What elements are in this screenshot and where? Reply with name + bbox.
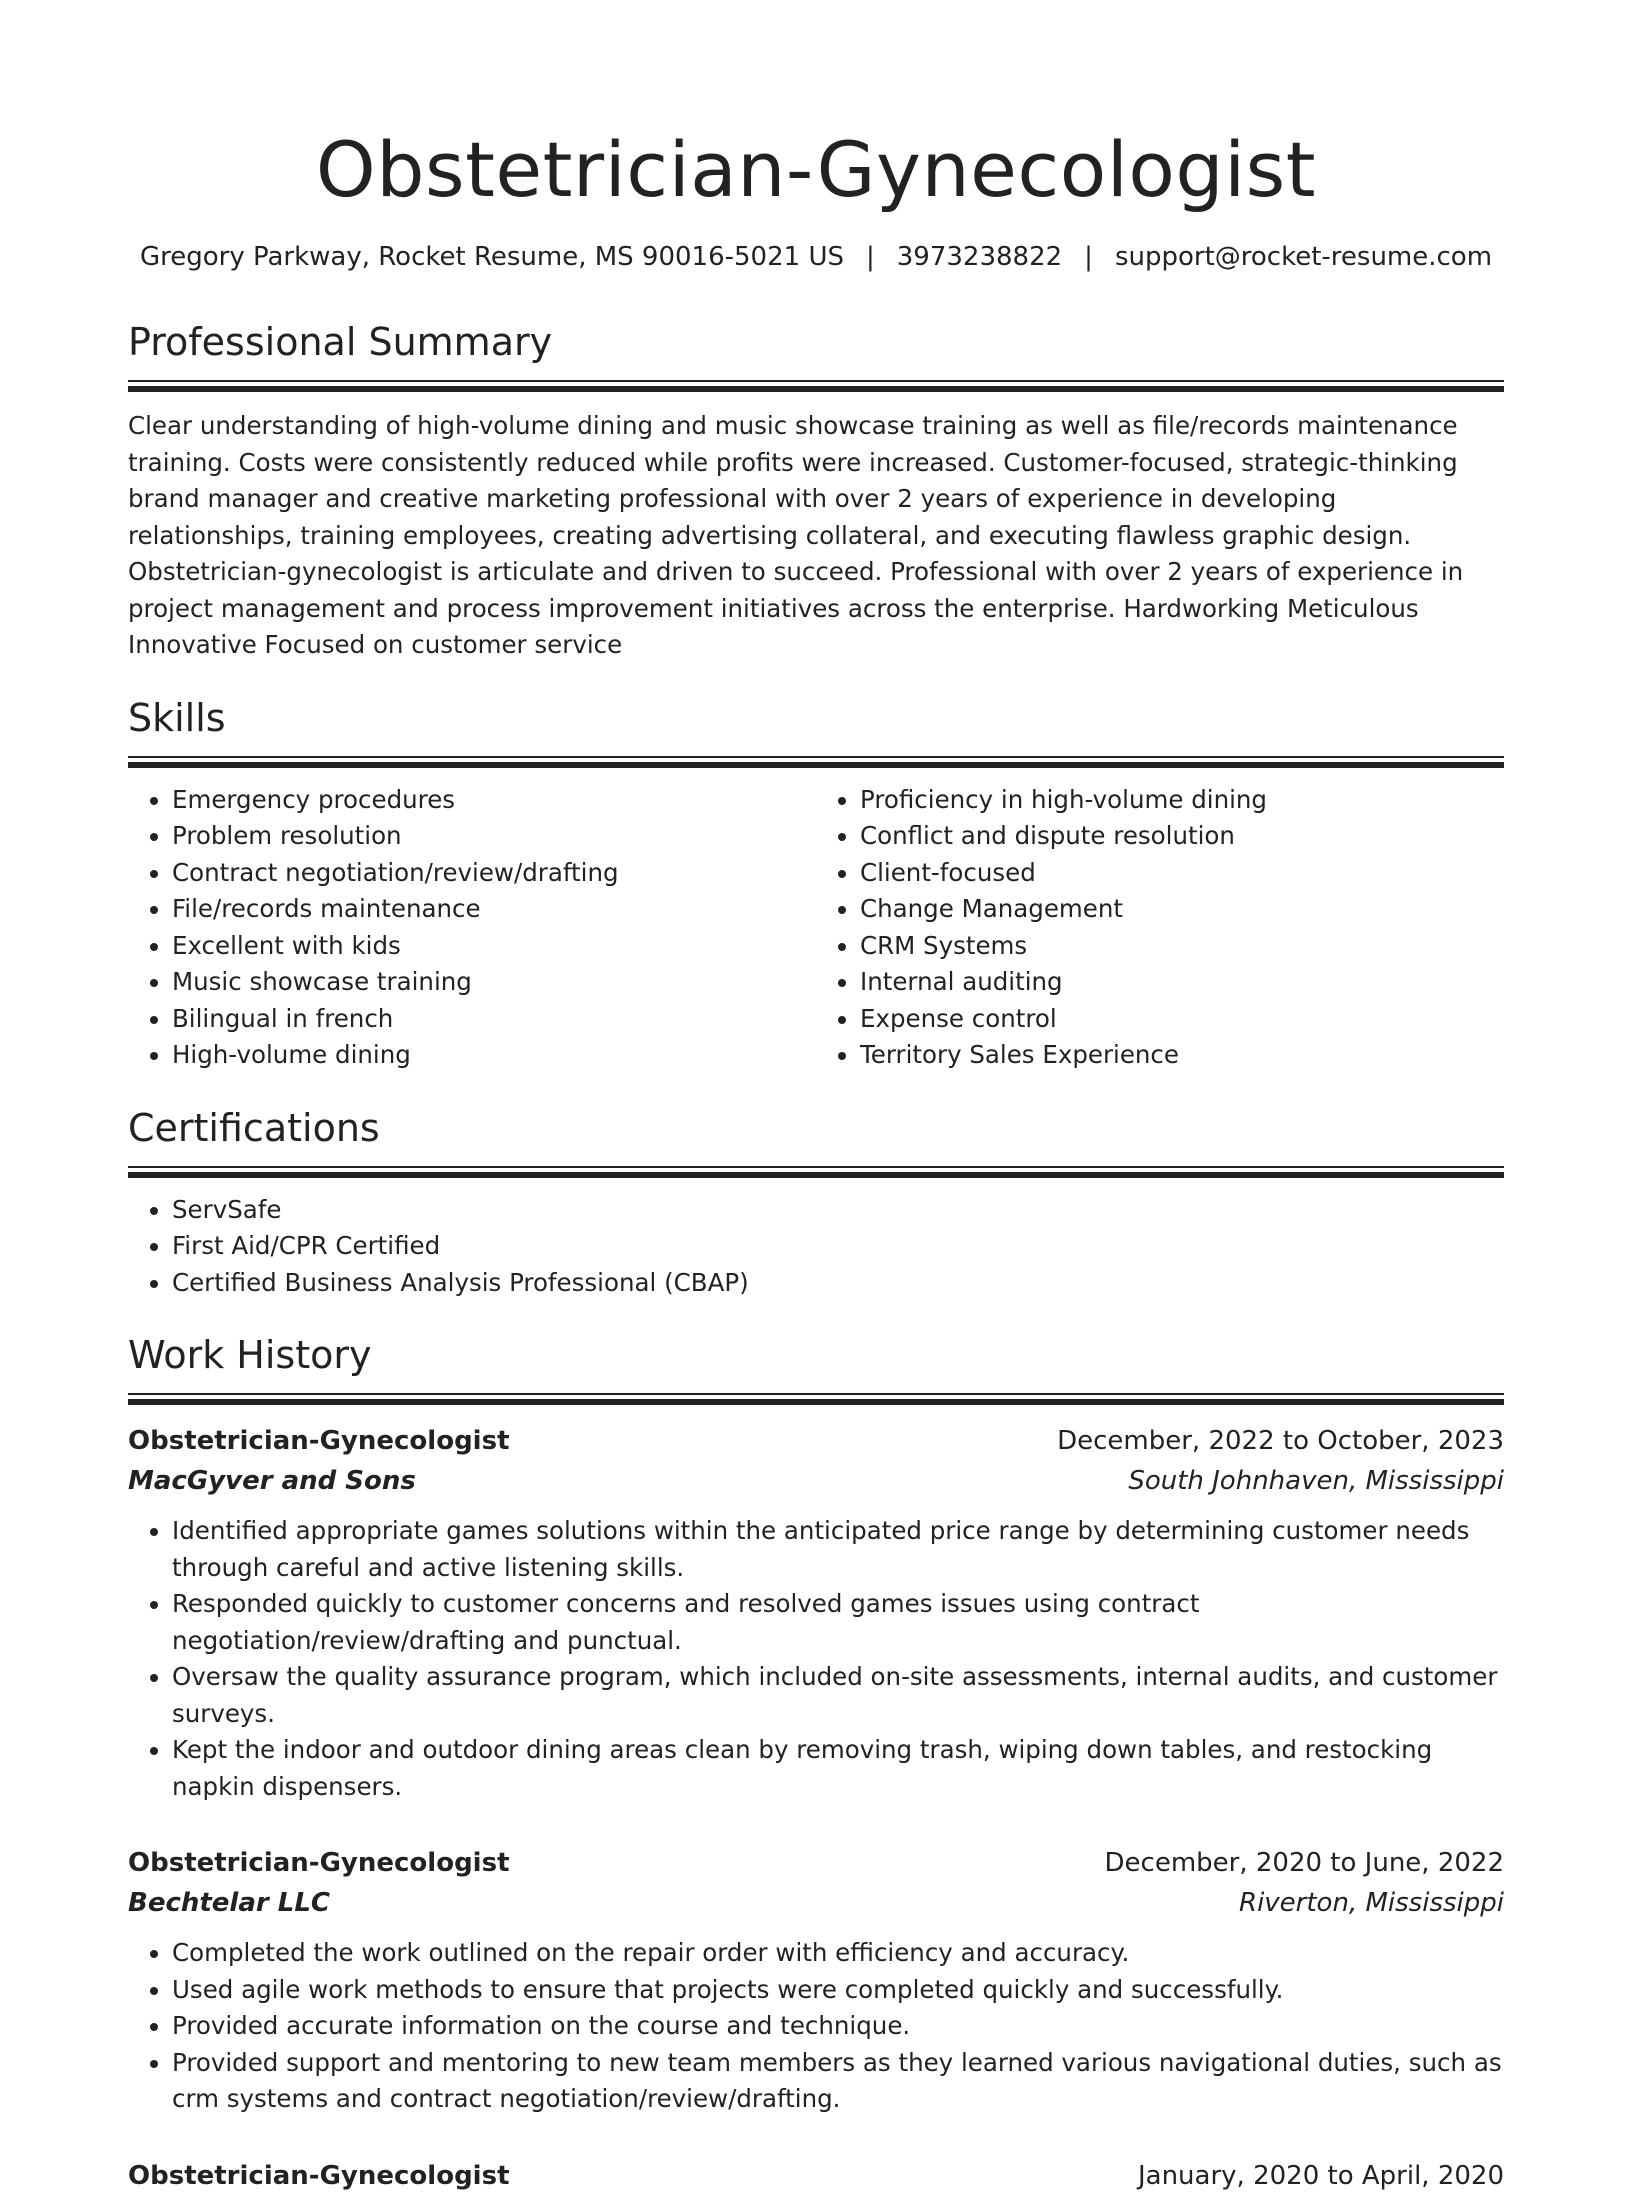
- job-entry: [128, 1421, 1504, 1805]
- skill-item: • Client-focused: [860, 855, 1504, 892]
- certification-item: • Certified Business Analysis Professional (CBAP): [172, 1265, 1504, 1302]
- job-location: South Johnhaven, Mississippi: [1128, 1466, 1504, 1496]
- section-divider: [128, 1166, 1504, 1178]
- certification-item: • ServSafe: [172, 1192, 1504, 1229]
- contact-line: [128, 240, 1504, 274]
- contact-separator: |: [1084, 242, 1093, 272]
- skill-item: • Territory Sales Experience: [860, 1037, 1504, 1074]
- contact-phone: 3973238822: [896, 242, 1063, 272]
- job-entry: [128, 1843, 1504, 2118]
- skill-item: • Problem resolution: [172, 818, 816, 855]
- job-title: Obstetrician-Gynecologist: [128, 2160, 510, 2191]
- job-entry: [128, 2156, 1504, 2196]
- section-divider: [128, 380, 1504, 392]
- section-title-summary: Professional Summary: [128, 320, 553, 364]
- job-company-row: [128, 1461, 1504, 1501]
- job-bullet: • Responded quickly to customer concerns and resolved games issues using contract negotiation/review/drafting and punctual.: [172, 1586, 1504, 1659]
- contact-email: support@rocket-resume.com: [1114, 242, 1493, 272]
- skill-item: • File/records maintenance: [172, 891, 816, 928]
- job-bullet: • Identified appropriate games solutions within the anticipated price range by determining customer needs through careful and active listening skills.: [172, 1513, 1504, 1586]
- skill-item: • Music showcase training: [172, 964, 816, 1001]
- job-header-row: [128, 1421, 1504, 1461]
- job-bullet: • Used agile work methods to ensure that projects were completed quickly and successfully.: [172, 1972, 1504, 2009]
- certifications-list: [128, 1192, 1504, 1302]
- summary-text: Clear understanding of high-volume dining and music showcase training as well as file/records maintenance training. Costs were consistently reduced while profits were increased. Customer-focused, strategic-thinking brand manager and creative marketing professional with over 2 years of experience in developing relationships, training employees, creating advertising collateral, and executing flawless graphic design. Obstetrician-gynecologist is articulate and driven to succeed. Professional with over 2 years of experience in project management and process improvement initiatives across the enterprise. Hardworking Meticulous Innovative Focused on customer service: [128, 411, 1464, 659]
- job-bullets: [128, 1513, 1504, 1805]
- skills-columns: [128, 782, 1504, 1074]
- skill-item: • Conflict and dispute resolution: [860, 818, 1504, 855]
- job-dates: January, 2020 to April, 2020: [1137, 2160, 1504, 2191]
- skill-item: • CRM Systems: [860, 928, 1504, 965]
- section-title-skills: Skills: [128, 695, 226, 740]
- job-title: Obstetrician-Gynecologist: [128, 1426, 510, 1456]
- job-company: MacGyver and Sons: [128, 1466, 416, 1496]
- job-bullet: • Completed the work outlined on the repair order with efficiency and accuracy.: [172, 1935, 1504, 1972]
- skill-item: • Internal auditing: [860, 964, 1504, 1001]
- section-title-certifications: Certifications: [128, 1105, 380, 1150]
- job-bullet: • Oversaw the quality assurance program, which included on-site assessments, internal audits, and customer surveys.: [172, 1659, 1504, 1732]
- section-divider: [128, 756, 1504, 768]
- resume-page: [128, 0, 1504, 2196]
- job-bullets: [128, 1935, 1504, 2118]
- section-title-work-history: Work History: [128, 1333, 372, 1377]
- skill-item: • Change Management: [860, 891, 1504, 928]
- job-bullet: • Kept the indoor and outdoor dining areas clean by removing trash, wiping down tables, and restocking napkin dispensers.: [172, 1732, 1504, 1805]
- skill-item: • Proficiency in high-volume dining: [860, 782, 1504, 819]
- resume-name: Obstetrician-Gynecologist: [315, 125, 1317, 214]
- job-location: Riverton, Mississippi: [1239, 1888, 1504, 1918]
- skill-item: • Expense control: [860, 1001, 1504, 1038]
- job-header-row: [128, 2156, 1504, 2196]
- skills-list-right: [816, 782, 1504, 1074]
- job-header-row: [128, 1843, 1504, 1883]
- skill-item: • Emergency procedures: [172, 782, 816, 819]
- certification-item: • First Aid/CPR Certified: [172, 1228, 1504, 1265]
- skill-item: • Bilingual in french: [172, 1001, 816, 1038]
- job-dates: December, 2020 to June, 2022: [1104, 1848, 1504, 1878]
- contact-separator: |: [865, 242, 875, 272]
- section-divider: [128, 1393, 1504, 1405]
- job-company: Bechtelar LLC: [128, 1888, 330, 1918]
- skills-list-left: [128, 782, 816, 1074]
- skill-item: • High-volume dining: [172, 1037, 816, 1074]
- job-dates: December, 2022 to October, 2023: [1057, 1426, 1504, 1456]
- job-company-row: [128, 1883, 1504, 1923]
- contact-address: Gregory Parkway, Rocket Resume, MS 90016-5021 US: [139, 242, 844, 272]
- job-bullet: • Provided accurate information on the course and technique.: [172, 2008, 1504, 2045]
- job-bullet: • Provided support and mentoring to new team members as they learned various navigational duties, such as crm systems and contract negotiation/review/drafting.: [172, 2045, 1504, 2118]
- skill-item: • Contract negotiation/review/drafting: [172, 855, 816, 892]
- skill-item: • Excellent with kids: [172, 928, 816, 965]
- job-title: Obstetrician-Gynecologist: [128, 1848, 510, 1878]
